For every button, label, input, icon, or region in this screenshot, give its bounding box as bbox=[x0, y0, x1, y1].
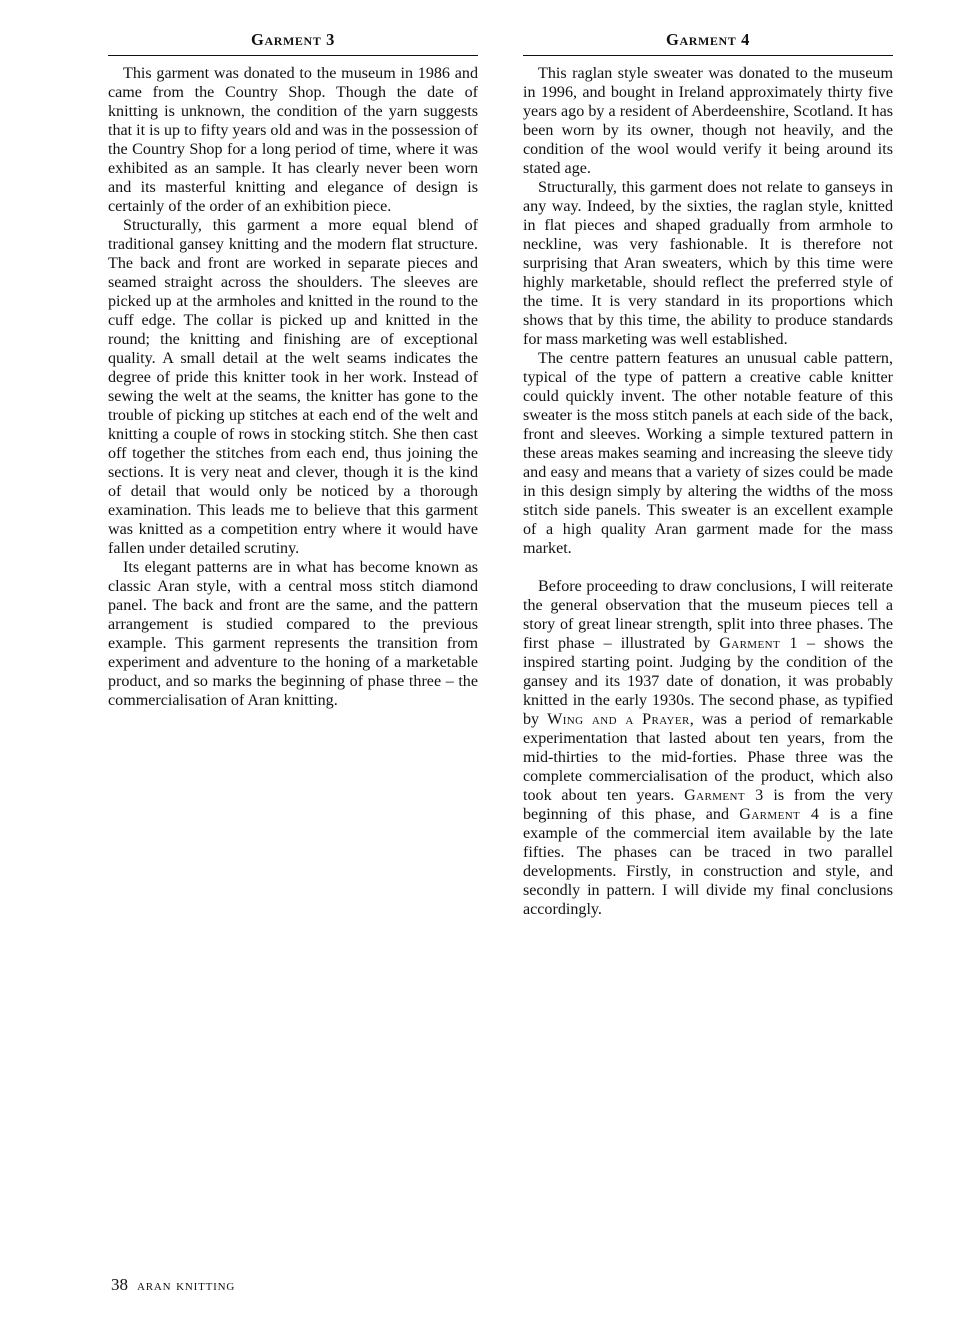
wing-and-a-prayer-reference: Wing and a Prayer bbox=[547, 711, 690, 728]
paragraph: Structurally, this garment does not relate to ganseys in any way. Indeed, by the sixties, the raglan style, knitted in flat pieces and shaped gradually from armhole to neckline, was very fashionable. It is therefore not surprising that Aran sweaters, which by this time were highly marketable, should reflect the preferred style of the time. It is very standard in its proportions which shows that by this time, the ability to produce standards for mass marketing was well established. bbox=[523, 179, 893, 348]
garment-3-reference: Garment 3 bbox=[684, 787, 764, 804]
left-column bbox=[108, 30, 478, 710]
conclusion-text: , was a period of remarkable experimentation that lasted about ten years, from the mid-thirties to the mid-forties. Phase three was the complete commercialisation of the product, which also took about ten years. bbox=[523, 711, 893, 804]
garment-4-text bbox=[523, 64, 893, 919]
garment-4-heading: Garment 4 bbox=[523, 30, 893, 56]
conclusion-text: Before proceeding to draw conclusions, I will reiterate the general observation that the museum pieces tell a story of great linear strength, split into three phases. The first phase – illustrated by bbox=[523, 578, 893, 652]
paragraph: Its elegant patterns are in what has become known as classic Aran style, with a central moss stitch diamond panel. The back and front are the same, and the pattern arrangement is studied compared to the previous example. This garment represents the transition from experiment and adventure to the honing of a marketable product, and so marks the beginning of phase three – the commercialisation of Aran knitting. bbox=[108, 559, 478, 709]
garment-1-reference: Garment 1 bbox=[719, 635, 798, 652]
page-footer bbox=[111, 1275, 235, 1295]
garment-4-reference: Garment 4 bbox=[739, 806, 820, 823]
paragraph: Structurally, this garment a more equal blend of traditional gansey knitting and the modern flat structure. The back and front are worked in separate pieces and seamed straight across the shoulders. The sleeves are picked up at the armholes and knitted in the round to the cuff edge. The collar is picked up and knitted in the round; the knitting and finishing are of exceptional quality. A small detail at the welt seams indicates the degree of pride this knitter took in her work. Instead of sewing the welt at the seams, the knitter has gone to the trouble of picking up stitches at each end of the welt and knitting a couple of rows in stocking stitch. She then cast off together the stitches from each end, thus joining the sections. It is very neat and clever, though it is the kind of detail that would only be noticed by a thorough examination. This leads me to believe that this garment was knitted as a competition entry where it would have fallen under detailed scrutiny. bbox=[108, 217, 478, 557]
page-number: 38 bbox=[111, 1275, 128, 1294]
conclusion-paragraph bbox=[523, 577, 893, 919]
conclusion-text: is from the very beginning of this phase, and bbox=[523, 787, 893, 823]
paragraph: This garment was donated to the museum in 1986 and came from the Country Shop. Though the date of knitting is unknown, the condition of the yarn suggests that it is up to fifty years old and was in the possession of the Country Shop for a long period of time, where it was exhibited as an sample. It has clearly never been worn and its masterful knitting and elegance of design is certainly of the order of an exhibition piece. bbox=[108, 65, 478, 215]
garment-3-text bbox=[108, 64, 478, 710]
right-column bbox=[523, 30, 893, 919]
garment-3-heading: Garment 3 bbox=[108, 30, 478, 56]
running-title: aran knitting bbox=[137, 1277, 236, 1294]
paragraph: This raglan style sweater was donated to the museum in 1996, and bought in Ireland approximately thirty five years ago by a resident of Aberdeenshire, Scotland. It has been worn by its owner, though not heavily, and the condition of the wool would verify it being around its stated age. bbox=[523, 65, 893, 177]
conclusion-text: – shows the inspired starting point. Judging by the condition of the gansey and its 1937 date of donation, it was probably knitted in the early 1930s. The second phase, as typified by bbox=[523, 635, 893, 728]
paragraph: The centre pattern features an unusual cable pattern, typical of the type of pattern a creative cable knitter could quickly invent. The other notable feature of this sweater is the moss stitch panels at each side of the back, front and sleeves. Working a simple textured pattern in these areas makes seaming and increasing the sleeve tidy and easy and means that a variety of sizes could be made in this design simply by altering the widths of the moss stitch side panels. This sweater is an excellent example of a high quality Aran garment made for the mass market. bbox=[523, 350, 893, 557]
conclusion-text: is a fine example of the commercial item available by the late fifties. The phases can be traced in two parallel developments. Firstly, in construction and style, and secondly in pattern. I will divide my final conclusions accordingly. bbox=[523, 806, 894, 918]
